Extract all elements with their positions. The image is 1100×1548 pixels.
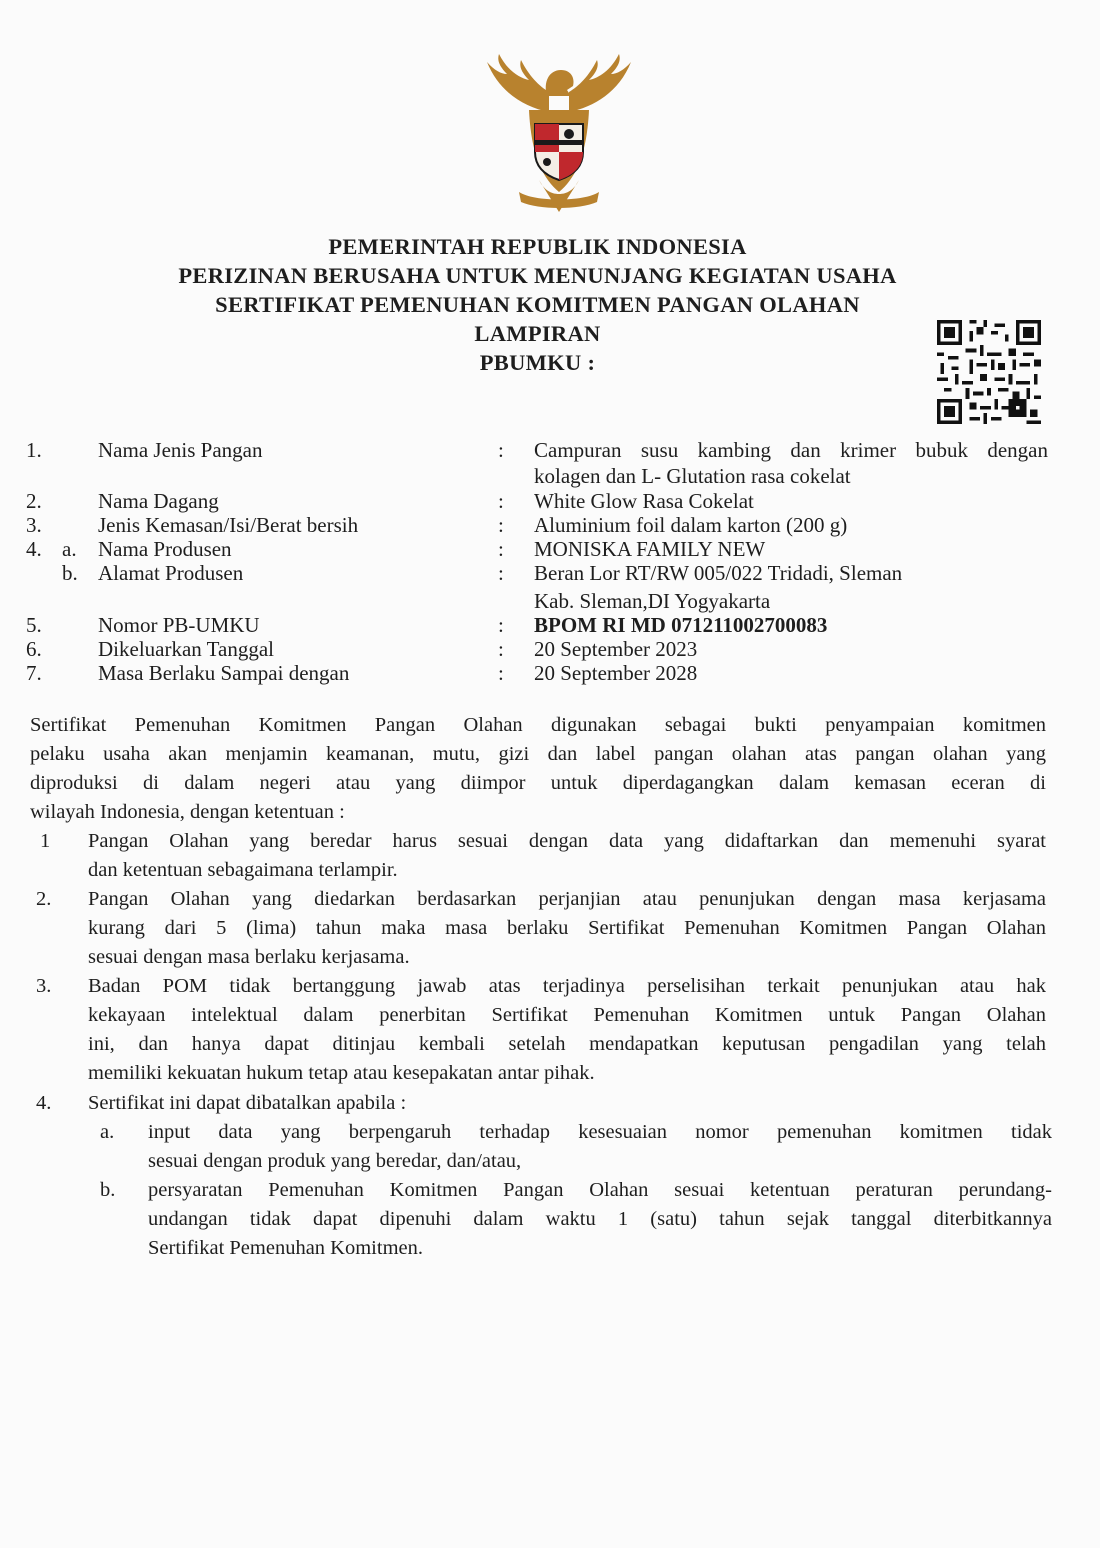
field-number: 7.	[26, 661, 42, 685]
term-sub-line: Sertifikat Pemenuhan Komitmen.	[148, 1237, 423, 1259]
field-value-alamat-line-1: Beran Lor RT/RW 005/022 Tridadi, Sleman	[534, 561, 903, 585]
field-value-dikeluarkan: 20 September 2023	[534, 637, 698, 661]
intro-line: pelaku usaha akan menjamin keamanan, mutu, gizi dan label pangan olahan atas pangan olahan yang	[30, 743, 1046, 765]
field-label-masa-berlaku: Masa Berlaku Sampai dengan	[98, 661, 350, 685]
field-label-alamat-produsen: Alamat Produsen	[98, 561, 244, 585]
field-number: 3.	[26, 513, 42, 537]
header-line-3: SERTIFIKAT PEMENUHAN KOMITMEN PANGAN OLAHAN	[215, 292, 860, 317]
field-label-jenis-pangan: Nama Jenis Pangan	[98, 438, 263, 462]
header-line-1: PEMERINTAH REPUBLIK INDONESIA	[328, 234, 747, 259]
term-sub-letter: b.	[100, 1179, 116, 1201]
field-colon: :	[498, 561, 504, 585]
field-number: 2.	[26, 489, 42, 513]
field-colon: :	[498, 513, 504, 537]
term-number: 3.	[36, 975, 52, 997]
field-label-kemasan: Jenis Kemasan/Isi/Berat bersih	[98, 513, 359, 537]
term-number: 1	[40, 830, 51, 852]
term-line: Badan POM tidak bertanggung jawab atas terjadinya perselisihan terkait penunjukan atau hak	[88, 975, 1046, 997]
field-number: 4.	[26, 537, 42, 561]
term-sub-line: persyaratan Pemenuhan Komitmen Pangan Olahan sesuai ketentuan peraturan perundang-	[148, 1179, 1052, 1201]
field-value-masa-berlaku: 20 September 2028	[534, 661, 698, 685]
field-label-nama-dagang: Nama Dagang	[98, 489, 219, 513]
qr-code-icon	[932, 320, 1046, 424]
term-line: kekayaan intelektual dalam penerbitan Sertifikat Pemenuhan Komitmen untuk Pangan Olahan	[88, 1004, 1046, 1026]
field-number: 5.	[26, 613, 42, 637]
term-line: dan ketentuan sebagaimana terlampir.	[88, 859, 398, 881]
term-line: ini, dan hanya dapat ditinjau kembali setelah mendapatkan keputusan pengadilan yang telah	[88, 1033, 1046, 1055]
field-value-jenis-pangan-line-2: kolagen dan L- Glutation rasa cokelat	[534, 464, 851, 488]
field-colon: :	[498, 438, 504, 462]
field-sub-letter: b.	[62, 561, 78, 585]
field-sub-letter: a.	[62, 537, 77, 561]
intro-line: diproduksi di dalam negeri atau yang diimpor untuk diperdagangkan dalam kemasan eceran di	[30, 772, 1046, 794]
term-line: memiliki kekuatan hukum tetap atau kesepakatan antar pihak.	[88, 1062, 595, 1084]
field-label-nomor-pb-umku: Nomor PB-UMKU	[98, 613, 260, 637]
term-line: sesuai dengan masa berlaku kerjasama.	[88, 946, 410, 968]
field-value-kemasan: Aluminium foil dalam karton (200 g)	[534, 513, 848, 537]
term-sub-line: undangan tidak dapat dipenuhi dalam waktu 1 (satu) tahun sejak tanggal diterbitkannya	[148, 1208, 1052, 1230]
field-value-alamat-line-2: Kab. Sleman,DI Yogyakarta	[534, 589, 771, 613]
field-colon: :	[498, 661, 504, 685]
field-value-nomor-pb-umku: BPOM RI MD 071211002700083	[534, 613, 828, 637]
field-colon: :	[498, 613, 504, 637]
field-colon: :	[498, 537, 504, 561]
term-line: Pangan Olahan yang beredar harus sesuai dengan data yang didaftarkan dan memenuhi syarat	[88, 830, 1046, 852]
term-sub-line: sesuai dengan produk yang beredar, dan/atau,	[148, 1150, 522, 1172]
field-label-dikeluarkan: Dikeluarkan Tanggal	[98, 637, 274, 661]
term-sub-letter: a.	[100, 1121, 115, 1143]
header-line-5: PBUMKU :	[479, 350, 596, 375]
intro-line: Sertifikat Pemenuhan Komitmen Pangan Olahan digunakan sebagai bukti penyampaian komitmen	[30, 714, 1046, 736]
header-line-2: PERIZINAN BERUSAHA UNTUK MENUNJANG KEGIATAN USAHA	[178, 263, 897, 288]
garuda-pancasila-icon	[479, 52, 639, 214]
term-number: 2.	[36, 888, 52, 910]
field-number: 1.	[26, 438, 42, 462]
term-line: Pangan Olahan yang diedarkan berdasarkan perjanjian atau penunjukan dengan masa kerjasama	[88, 888, 1046, 910]
field-number: 6.	[26, 637, 42, 661]
term-number: 4.	[36, 1092, 52, 1114]
term-line: kurang dari 5 (lima) tahun maka masa berlaku Sertifikat Pemenuhan Komitmen Pangan Olahan	[88, 917, 1046, 939]
field-value-nama-dagang: White Glow Rasa Cokelat	[534, 489, 754, 513]
field-label-nama-produsen: Nama Produsen	[98, 537, 232, 561]
term-sub-line: input data yang berpengaruh terhadap kesesuaian nomor pemenuhan komitmen tidak	[148, 1121, 1052, 1143]
field-value-nama-produsen: MONISKA FAMILY NEW	[534, 537, 766, 561]
field-colon: :	[498, 489, 504, 513]
intro-line: wilayah Indonesia, dengan ketentuan :	[30, 801, 345, 823]
field-colon: :	[498, 637, 504, 661]
header-line-4: LAMPIRAN	[474, 321, 601, 346]
field-value-jenis-pangan-line-1: Campuran susu kambing dan krimer bubuk dengan	[534, 438, 1048, 462]
term-line: Sertifikat ini dapat dibatalkan apabila :	[88, 1092, 407, 1114]
